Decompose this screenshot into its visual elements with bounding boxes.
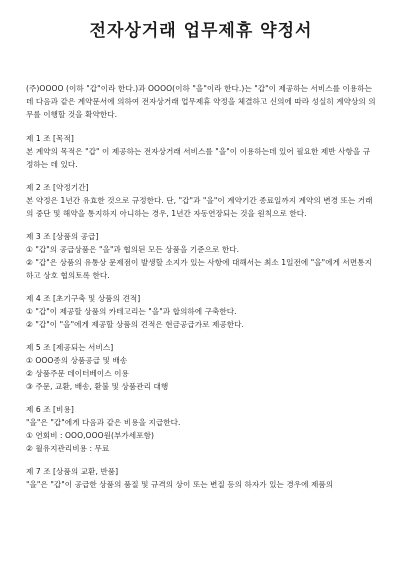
article-heading: 제 2 조 [약정기간] [26, 183, 89, 192]
article-6 [26, 403, 376, 455]
article-3 [26, 230, 376, 282]
article-4 [26, 292, 376, 331]
article-line: "을"은 "갑"에게 다음과 같은 비용을 지급한다. [26, 418, 181, 427]
article-heading: 제 6 조 [비용] [26, 405, 74, 414]
article-7 [26, 465, 376, 491]
article-heading: 제 3 조 [상품의 공급] [26, 232, 99, 241]
article-line: 본 계약의 목적은 "갑" 이 제공하는 전자상거래 서비스를 "을"이 이용하는데 있어 필요한 제반 사항을 규정하는 데 있다. [26, 147, 371, 169]
article-heading: 제 4 조 [초기구축 및 상품의 견적] [26, 294, 141, 303]
article-heading: 제 5 조 [제공되는 서비스] [26, 343, 114, 352]
article-line: ② "갑"이 "을"에게 제공할 상품의 견적은 현금공급가로 제공한다. [26, 320, 244, 329]
article-line: ② "갑"은 상품의 유통상 문제점이 발생할 소지가 있는 사항에 대해서는 최소 1일전에 "을"에게 서면통지하고 상호 협의토록 한다. [26, 258, 372, 280]
article-line: ② 월유지관리비용 : 무료 [26, 444, 110, 453]
article-1 [26, 132, 376, 171]
article-line: ① OOO종의 상품공급 및 배송 [26, 356, 128, 365]
article-line: "을"은 "갑"이 공급한 상품의 품질 및 규격의 상이 또는 변질 등의 하자가 있는 경우에 제품의 [26, 480, 334, 489]
article-line: ③ 주문, 교환, 배송, 환불 및 상품관리 대행 [26, 382, 169, 391]
article-line: ② 상품주문 데이터베이스 이용 [26, 369, 129, 378]
intro-paragraph: (주)OOOO (이하 "갑"이라 한다.)과 OOOO(이하 "을"이라 한다.)는 "갑"이 제공하는 서비스를 이용하는데 다음과 같은 계약문서에 의하여 전자상거래 업무제휴 약정을 체결하고 신의에 따라 성실히 계약상의 의무를 이행할 것을 확약한다. [26, 84, 376, 119]
article-line: ① 연회비 : OOO,OOO원(부가세포함) [26, 431, 154, 440]
article-2 [26, 181, 376, 220]
article-line: ① "갑"의 공급상품은 "을"과 협의된 모든 상품을 기준으로 한다. [26, 245, 240, 254]
article-line: ① "갑"이 제공할 상품의 카테고리는 "을"과 합의하에 구축한다. [26, 307, 237, 316]
document-title: 전자상거래 업무제휴 약정서 [89, 21, 313, 41]
article-heading: 제 1 조 [목적] [26, 134, 74, 143]
article-line: 본 약정은 1년간 유효한 것으로 규정한다. 단, "갑"과 "을"이 계약기간 종료일까지 계약의 변경 또는 거래의 중단 및 해약을 통지하지 아니하는 경우, 1년간 자동연장되는 것을 원칙으로 한다. [26, 196, 373, 218]
article-5 [26, 341, 376, 393]
article-heading: 제 7 조 [상품의 교환, 반품] [26, 467, 119, 476]
